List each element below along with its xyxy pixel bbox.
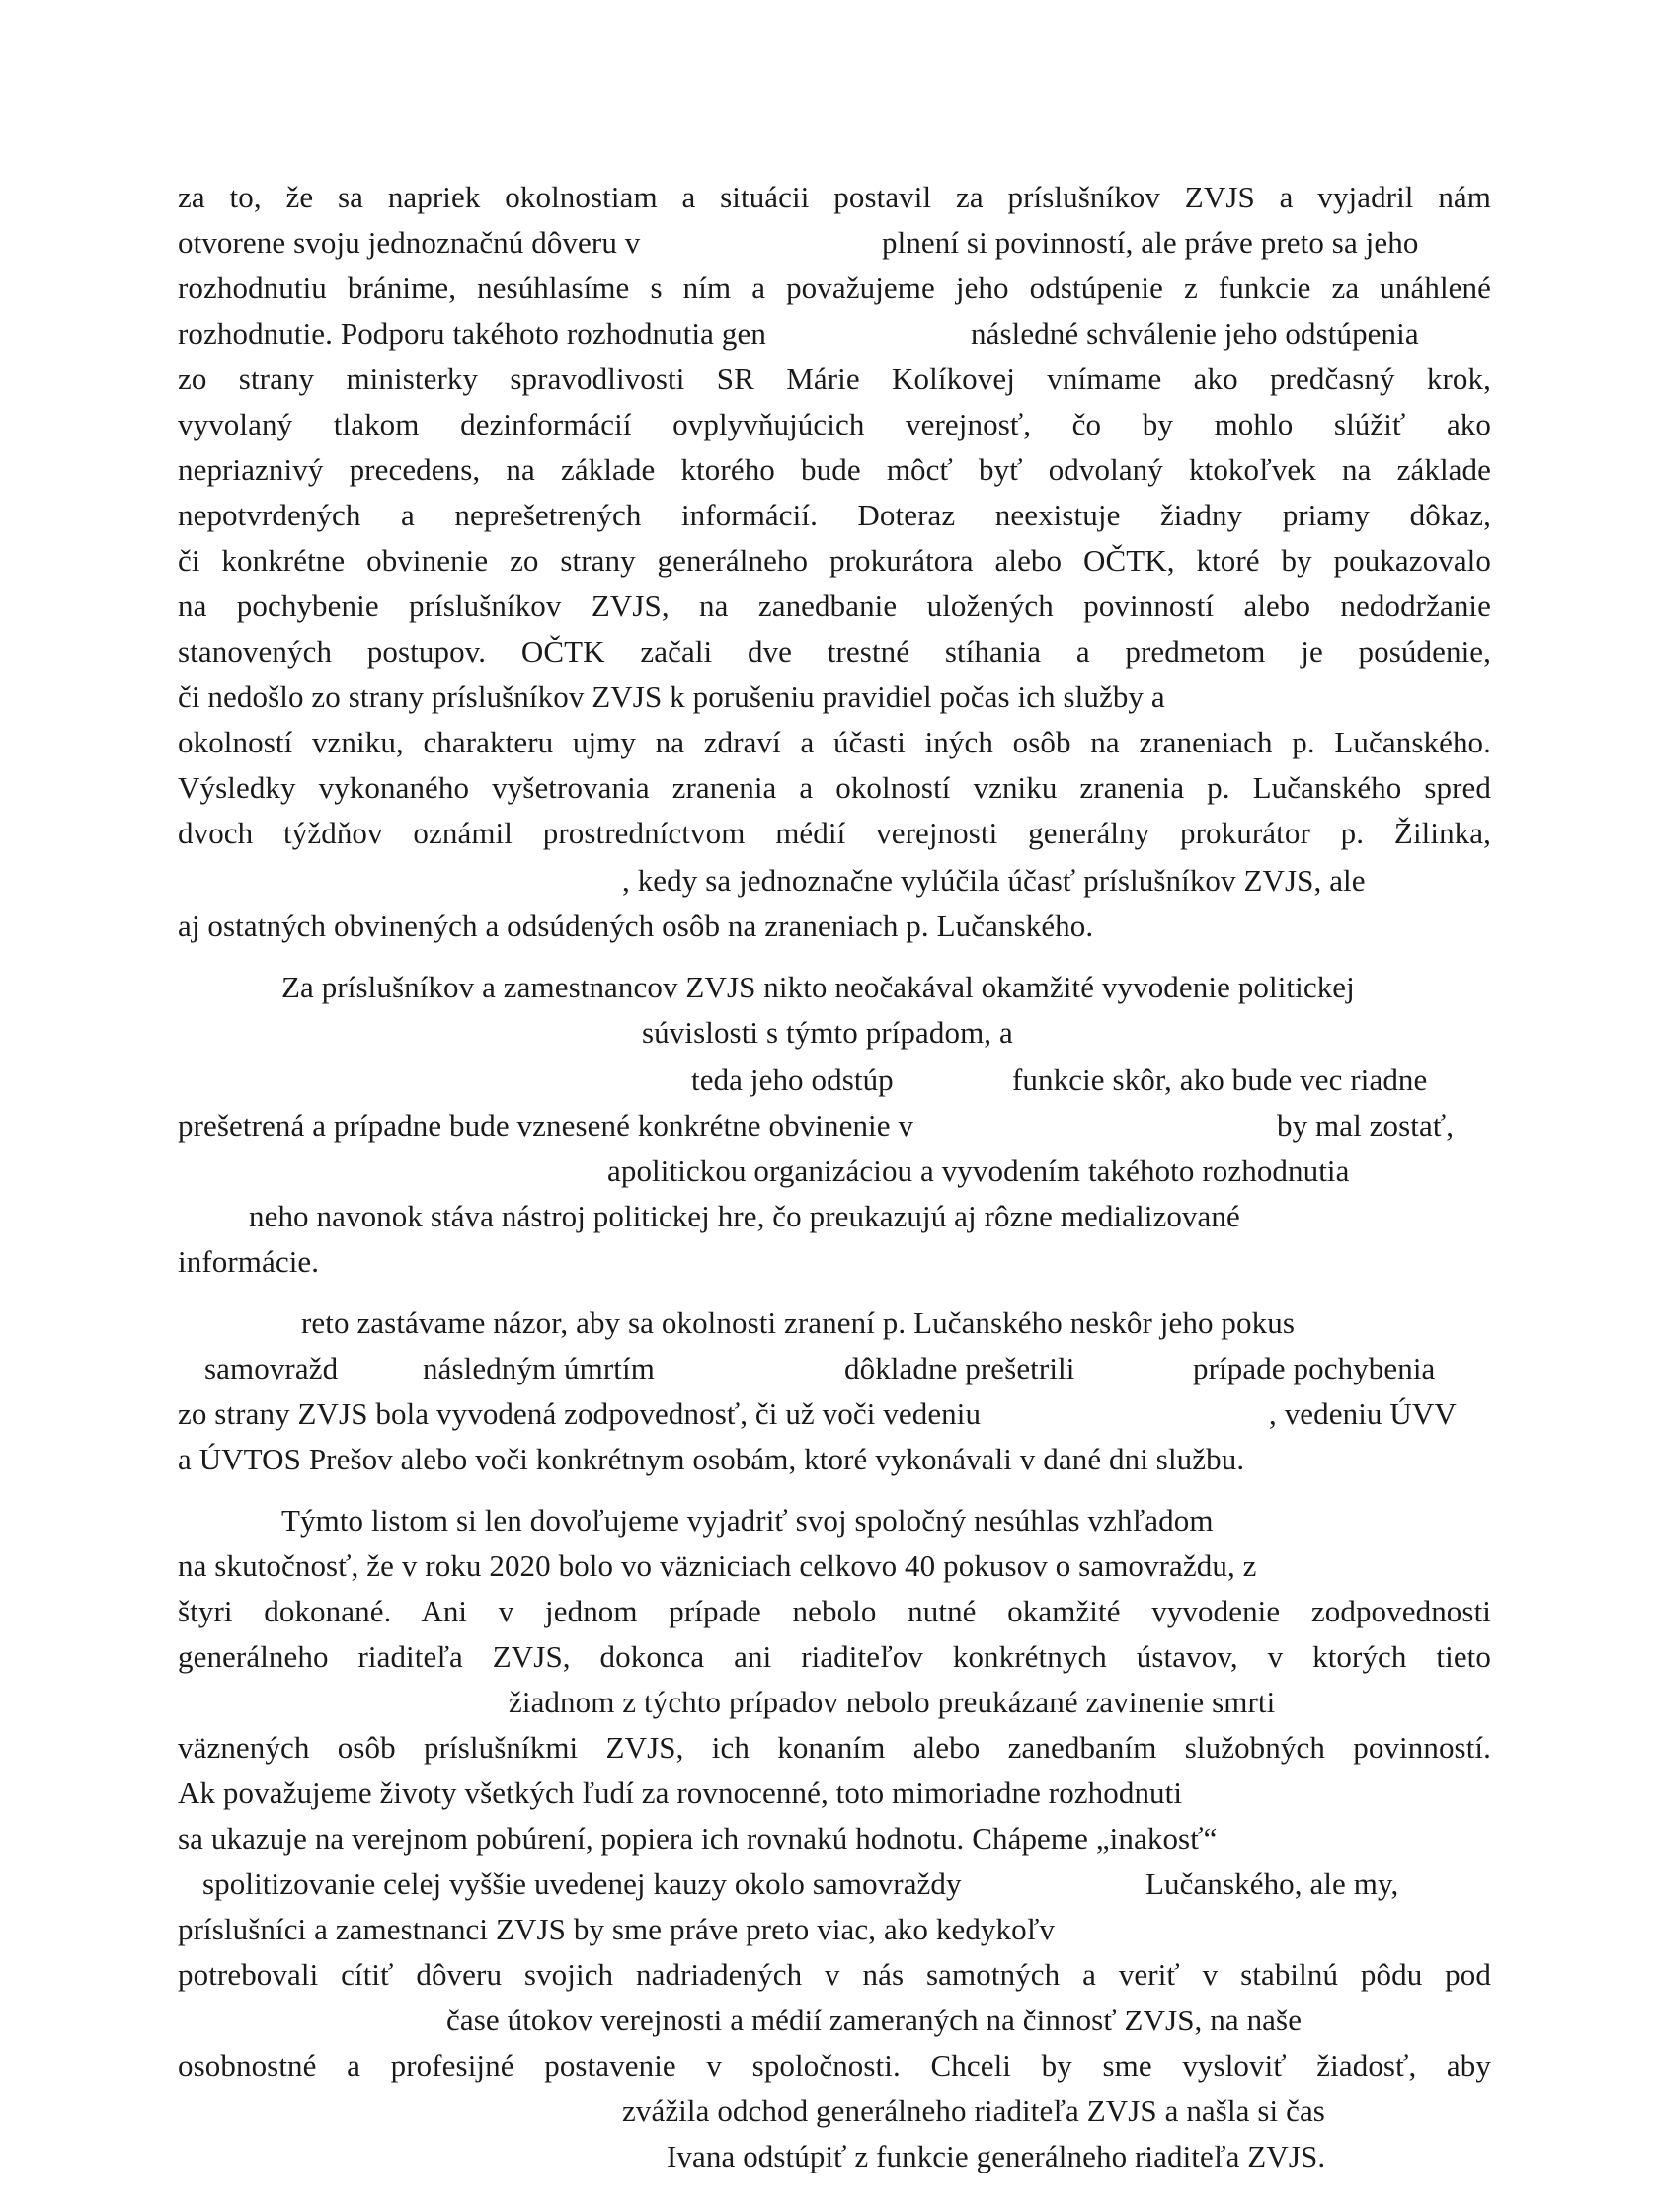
text-line: okolností vzniku, charakteru ujmy na zdraví a účasti iných osôb na zraneniach p. Lučanského.	[178, 725, 1491, 759]
text-line: príslušníci a zamestnanci ZVJS by sme práve preto viac, ako kedykoľv	[178, 1912, 1056, 1946]
text-line: reto zastávame názor, aby sa okolnosti zranení p. Lučanského neskôr jeho pokus	[301, 1305, 1295, 1340]
text-line: sa ukazuje na verejnom pobúrení, popiera ich rovnakú hodnotu. Chápeme „inakosť“	[178, 1821, 1218, 1856]
text-line: Výsledky vykonaného vyšetrovania zranenia a okolností vzniku zranenia p. Lučanského spred	[178, 770, 1491, 805]
text-line: apolitickou organizáciou a vyvodením takéhoto rozhodnutia	[607, 1153, 1350, 1188]
text-line: následné schválenie jeho odstúpenia	[971, 316, 1419, 351]
text-line: vyvolaný tlakom dezinformácií ovplyvňujúcich verejnosť, čo by mohlo slúžiť ako	[178, 407, 1491, 441]
text-line: Za príslušníkov a zamestnancov ZVJS nikto neočakával okamžité vyvodenie politickej	[281, 970, 1355, 1004]
text-line: potrebovali cítiť dôveru svojich nadriadených v nás samotných a veriť v stabilnú pôdu pod	[178, 1957, 1491, 1992]
text-line: spolitizovanie celej vyššie uvedenej kauzy okolo samovraždy	[202, 1866, 962, 1901]
text-line: dôkladne prešetrili	[844, 1351, 1075, 1385]
text-line: súvislosti s týmto prípadom, a	[642, 1015, 1013, 1050]
text-line: dvoch týždňov oznámil prostredníctvom médií verejnosti generálny prokurátor p. Žilinka,	[178, 816, 1491, 850]
text-line: rozhodnutie. Podporu takéhoto rozhodnutia gen	[178, 316, 766, 351]
text-line: stanovených postupov. OČTK začali dve trestné stíhania a predmetom je posúdenie,	[178, 634, 1491, 669]
text-line: teda jeho odstúp	[691, 1063, 894, 1097]
text-line: či konkrétne obvinenie zo strany generálneho prokurátora alebo OČTK, ktoré by poukazovalo	[178, 543, 1491, 578]
text-line: neho navonok stáva nástroj politickej hre, čo preukazujú aj rôzne medializované	[249, 1199, 1240, 1233]
text-line: na pochybenie príslušníkov ZVJS, na zanedbanie uložených povinností alebo nedodržanie	[178, 589, 1491, 623]
text-line: Týmto listom si len dovoľujeme vyjadriť svoj spoločný nesúhlas vzhľadom	[281, 1503, 1214, 1538]
text-line: čase útokov verejnosti a médií zameraných na činnosť ZVJS, na naše	[446, 2003, 1303, 2037]
text-line: a ÚVTOS Prešov alebo voči konkrétnym osobám, ktoré vykonávali v dané dni službu.	[178, 1442, 1245, 1476]
text-line: nepotvrdených a neprešetrených informácií. Doteraz neexistuje žiadny priamy dôkaz,	[178, 498, 1491, 532]
text-line: informácie.	[178, 1244, 320, 1279]
text-line: na skutočnosť, že v roku 2020 bolo vo väzniciach celkovo 40 pokusov o samovraždu, z	[178, 1548, 1257, 1583]
text-line: prípade pochybenia	[1193, 1351, 1436, 1385]
text-line: , vedeniu ÚVV	[1269, 1396, 1457, 1431]
text-line: väznených osôb príslušníkmi ZVJS, ich konaním alebo zanedbaním služobných povinností.	[178, 1730, 1491, 1765]
text-line: samovražd	[204, 1351, 339, 1385]
text-line: prešetrená a prípadne bude vznesené konkrétne obvinenie v	[178, 1108, 914, 1143]
text-line: Ak považujeme životy všetkých ľudí za rovnocenné, toto mimoriadne rozhodnuti	[178, 1776, 1183, 1810]
text-line: otvorene svoju jednoznačnú dôveru v	[178, 225, 641, 260]
text-line: generálneho riaditeľa ZVJS, dokonca ani riaditeľov konkrétnych ústavov, v ktorých tieto	[178, 1639, 1491, 1674]
text-line: nepriaznivý precedens, na základe ktorého bude môcť byť odvolaný ktokoľvek na základe	[178, 452, 1491, 487]
text-line: by mal zostať,	[1277, 1108, 1455, 1143]
text-line: Ivana odstúpiť z funkcie generálneho riaditeľa ZVJS.	[667, 2139, 1326, 2173]
text-line: funkcie skôr, ako bude vec riadne	[1012, 1063, 1428, 1097]
text-line: plnení si povinností, ale práve preto sa jeho	[882, 225, 1419, 260]
text-line: žiadnom z týchto prípadov nebolo preukázané zavinenie smrti	[509, 1685, 1276, 1719]
text-line: zo strany ZVJS bola vyvodená zodpovednosť, či už voči vedeniu	[178, 1396, 982, 1431]
text-line: zo strany ministerky spravodlivosti SR Márie Kolíkovej vnímame ako predčasný krok,	[178, 361, 1491, 396]
text-line: Lučanského, ale my,	[1146, 1866, 1399, 1901]
text-line: za to, že sa napriek okolnostiam a situácii postavil za príslušníkov ZVJS a vyjadril nám	[178, 180, 1491, 214]
text-line: následným úmrtím	[423, 1351, 655, 1385]
text-line: aj ostatných obvinených a odsúdených osôb na zraneniach p. Lučanského.	[178, 908, 1094, 943]
text-line: rozhodnutiu bránime, nesúhlasíme s ním a považujeme jeho odstúpenie z funkcie za unáhlené	[178, 271, 1491, 305]
text-line: osobnostné a profesijné postavenie v spoločnosti. Chceli by sme vysloviť žiadosť, aby	[178, 2048, 1491, 2083]
text-line: či nedošlo zo strany príslušníkov ZVJS k porušeniu pravidiel počas ich služby a	[178, 679, 1165, 714]
text-line: , kedy sa jednoznačne vylúčila účasť príslušníkov ZVJS, ale	[622, 863, 1366, 898]
text-line: zvážila odchod generálneho riaditeľa ZVJS a našla si čas	[622, 2094, 1325, 2128]
text-line: štyri dokonané. Ani v jednom prípade nebolo nutné okamžité vyvodenie zodpovednosti	[178, 1594, 1491, 1628]
